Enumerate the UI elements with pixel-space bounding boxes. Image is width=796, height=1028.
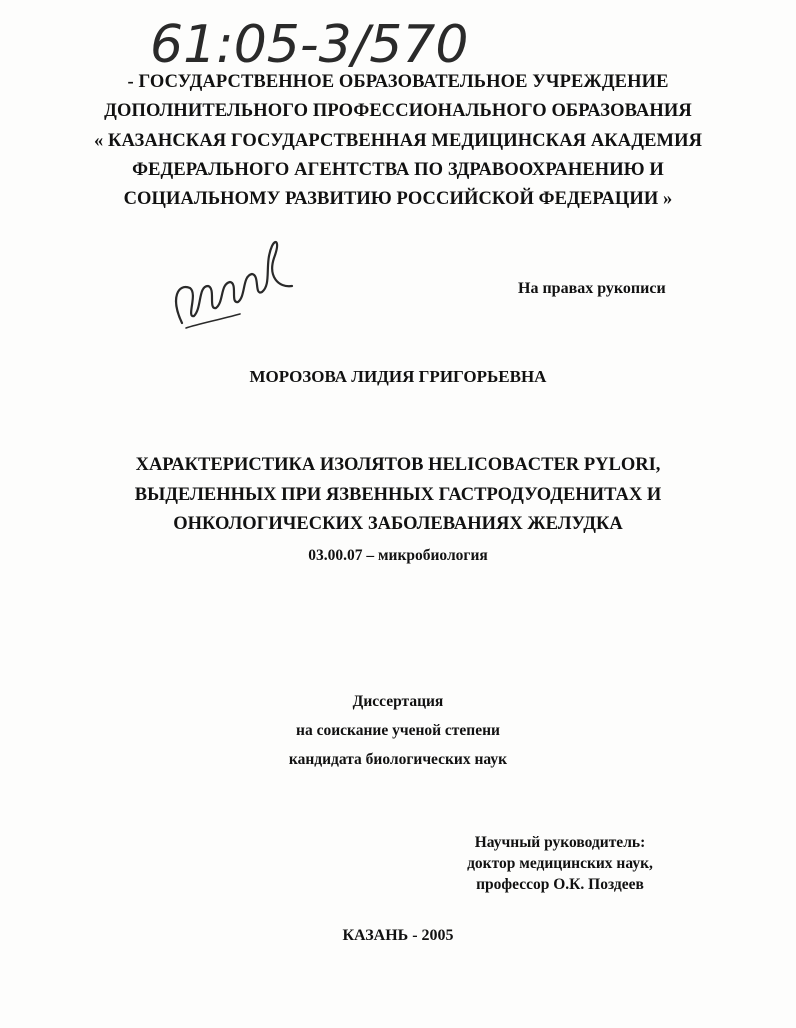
city-year: КАЗАНЬ - 2005 bbox=[342, 927, 454, 944]
specialty-code: 03.00.07 – микробиология bbox=[308, 547, 488, 564]
institution-line-1: - ГОСУДАРСТВЕННОЕ ОБРАЗОВАТЕЛЬНОЕ УЧРЕЖДЕНИЕ bbox=[127, 72, 669, 92]
title-line-1: ХАРАКТЕРИСТИКА ИЗОЛЯТОВ HELICOBACTER PYLORI, bbox=[135, 455, 661, 475]
institution-line-5: СОЦИАЛЬНОМУ РАЗВИТИЮ РОССИЙСКОЙ ФЕДЕРАЦИИ » bbox=[123, 189, 673, 209]
author-name: МОРОЗОВА ЛИДИЯ ГРИГОРЬЕВНА bbox=[249, 367, 547, 386]
supervisor-label: Научный руководитель: bbox=[474, 834, 646, 851]
manuscript-rights-note: На правах рукописи bbox=[518, 280, 666, 297]
title-line-3: ОНКОЛОГИЧЕСКИХ ЗАБОЛЕВАНИЯХ ЖЕЛУДКА bbox=[173, 514, 623, 534]
institution-line-2: ДОПОЛНИТЕЛЬНОГО ПРОФЕССИОНАЛЬНОГО ОБРАЗОВАНИЯ bbox=[104, 101, 692, 121]
dissertation-degree-line: на соискание ученой степени bbox=[296, 722, 500, 739]
dissertation-heading: Диссертация bbox=[352, 693, 444, 710]
archive-number-text: 61:05-3/570 bbox=[150, 15, 469, 72]
institution-line-4: ФЕДЕРАЛЬНОГО АГЕНТСТВА ПО ЗДРАВООХРАНЕНИЮ И bbox=[132, 160, 664, 180]
dissertation-field-line: кандидата биологических наук bbox=[288, 751, 508, 768]
handwritten-archive-number bbox=[150, 8, 480, 72]
supervisor-name: профессор О.К. Поздеев bbox=[476, 876, 644, 893]
handwritten-signature bbox=[168, 228, 298, 338]
institution-line-3: « КАЗАНСКАЯ ГОСУДАРСТВЕННАЯ МЕДИЦИНСКАЯ АКАДЕМИЯ bbox=[93, 131, 703, 151]
title-line-2: ВЫДЕЛЕННЫХ ПРИ ЯЗВЕННЫХ ГАСТРОДУОДЕНИТАХ И bbox=[134, 485, 662, 505]
supervisor-degree: доктор медицинских наук, bbox=[467, 855, 653, 872]
